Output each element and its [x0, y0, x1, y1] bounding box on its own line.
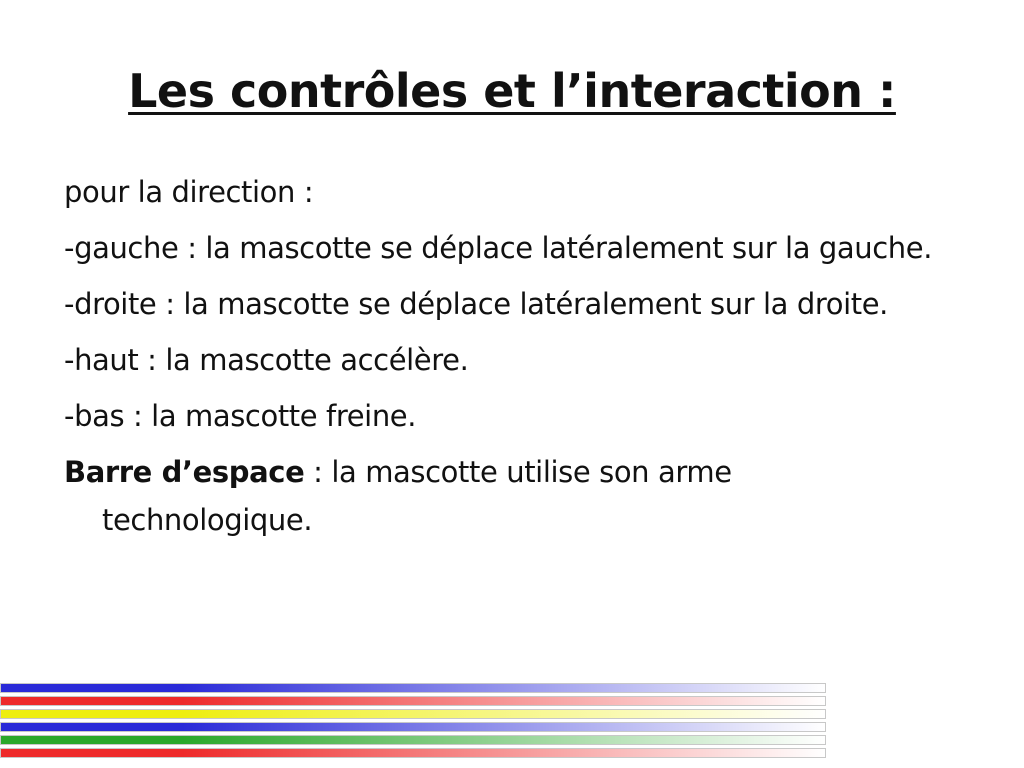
- control-left-item: -gauche : la mascotte se déplace latéralement sur la gauche.: [64, 231, 933, 265]
- stripe-blue-2: [0, 722, 826, 732]
- slide-body: [64, 168, 944, 552]
- stripe-green: [0, 735, 826, 745]
- intro-line: pour la direction :: [64, 175, 314, 209]
- control-down-item: -bas : la mascotte freine.: [64, 399, 417, 433]
- decorative-stripes: [0, 683, 826, 761]
- stripe-blue: [0, 683, 826, 693]
- space-key-description: : la mascotte utilise son arme technologique.: [102, 455, 732, 537]
- stripe-red-2: [0, 748, 826, 758]
- slide-title: [0, 64, 1024, 119]
- control-right-item: -droite : la mascotte se déplace latéralement sur la droite.: [64, 287, 888, 321]
- slide-title-text: Les contrôles et l’interaction :: [128, 64, 896, 118]
- control-up-item: -haut : la mascotte accélère.: [64, 343, 469, 377]
- stripe-yellow: [0, 709, 826, 719]
- space-key-label: Barre d’espace: [64, 455, 305, 489]
- stripe-red: [0, 696, 826, 706]
- control-space-item: [64, 448, 944, 544]
